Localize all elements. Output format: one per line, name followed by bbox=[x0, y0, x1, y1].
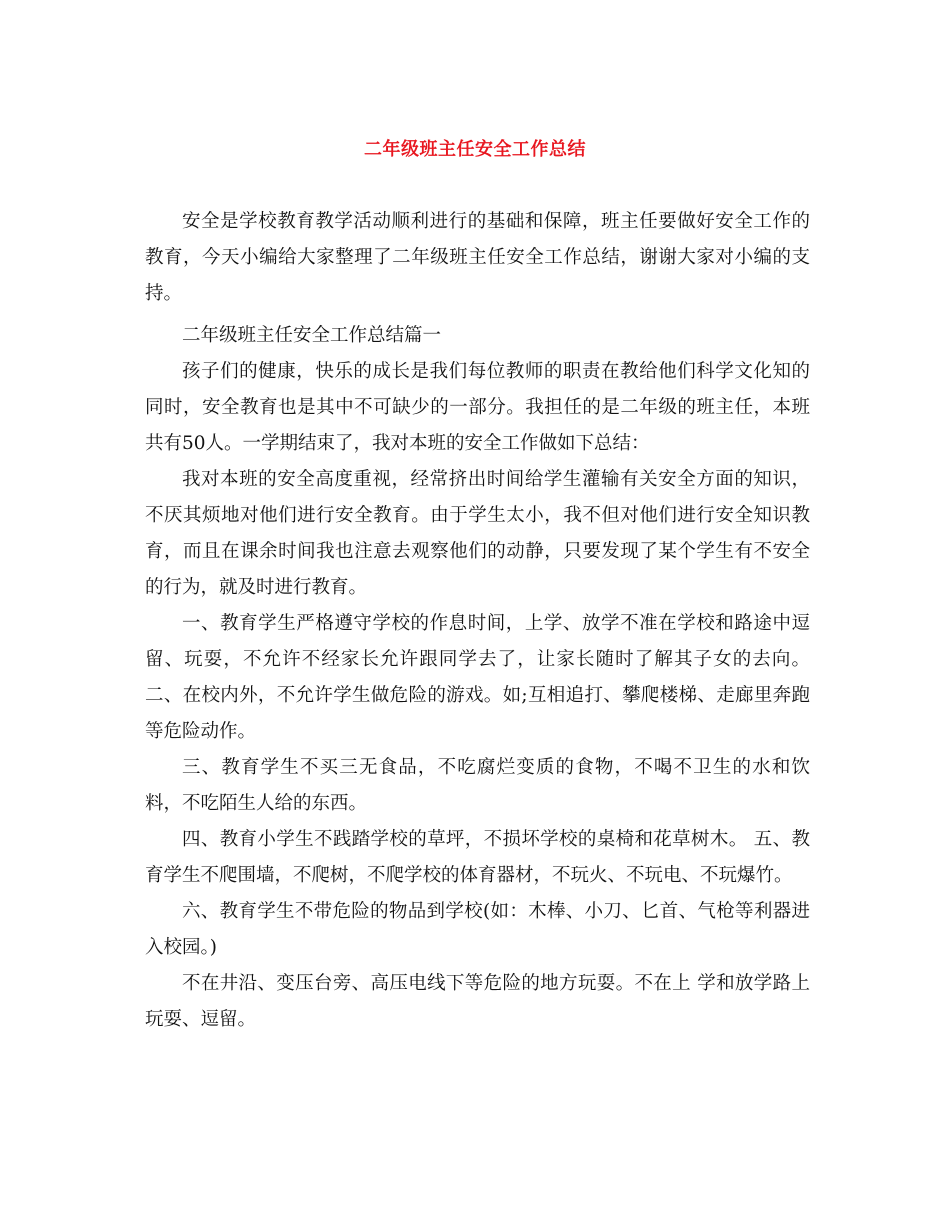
paragraph: 六、教育学生不带危险的物品到学校(如：木棒、小刀、匕首、气枪等利器进入校园。) bbox=[145, 901, 810, 958]
paragraph: 一、教育学生严格遵守学校的作息时间，上学、放学不准在学校和路途中逗留、玩耍，不允许不经家长允许跟同学去了，让家长随时了解其子女的去向。 二、在校内外，不允许学生做危险的游戏。如;互相追打、攀爬楼梯、走廊里奔跑等危险动作。 bbox=[145, 613, 810, 742]
paragraph: 不在井沿、变压台旁、高压电线下等危险的地方玩耍。不在上 学和放学路上玩耍、逗留。 bbox=[145, 973, 810, 1030]
paragraph-intro: 安全是学校教育教学活动顺利进行的基础和保障，班主任要做好安全工作的教育，今天小编给大家整理了二年级班主任安全工作总结，谢谢大家对小编的支持。 bbox=[145, 211, 810, 304]
document-body bbox=[145, 204, 810, 1038]
paragraph-section-heading: 二年级班主任安全工作总结篇一 bbox=[182, 325, 442, 346]
document-title: 二年级班主任安全工作总结 bbox=[364, 139, 586, 160]
paragraph: 四、教育小学生不践踏学校的草坪，不损坏学校的桌椅和花草树木。 五、教育学生不爬围墙，不爬树，不爬学校的体育器材，不玩火、不玩电、不玩爆竹。 bbox=[145, 829, 810, 886]
paragraph: 三、教育学生不买三无食品，不吃腐烂变质的食物，不喝不卫生的水和饮料，不吃陌生人给的东西。 bbox=[145, 757, 810, 814]
paragraph: 我对本班的安全高度重视，经常挤出时间给学生灌输有关安全方面的知识，不厌其烦地对他们进行安全教育。由于学生太小，我不但对他们进行安全知识教育，而且在课余时间我也注意去观察他们的动静，只要发现了某个学生有不安全的行为，就及时进行教育。 bbox=[145, 469, 810, 598]
paragraph: 孩子们的健康，快乐的成长是我们每位教师的职责在教给他们科学文化知的同时，安全教育也是其中不可缺少的一部分。我担任的是二年级的班主任，本班共有50人。一学期结束了，我对本班的安全工作做如下总结： bbox=[145, 361, 810, 454]
